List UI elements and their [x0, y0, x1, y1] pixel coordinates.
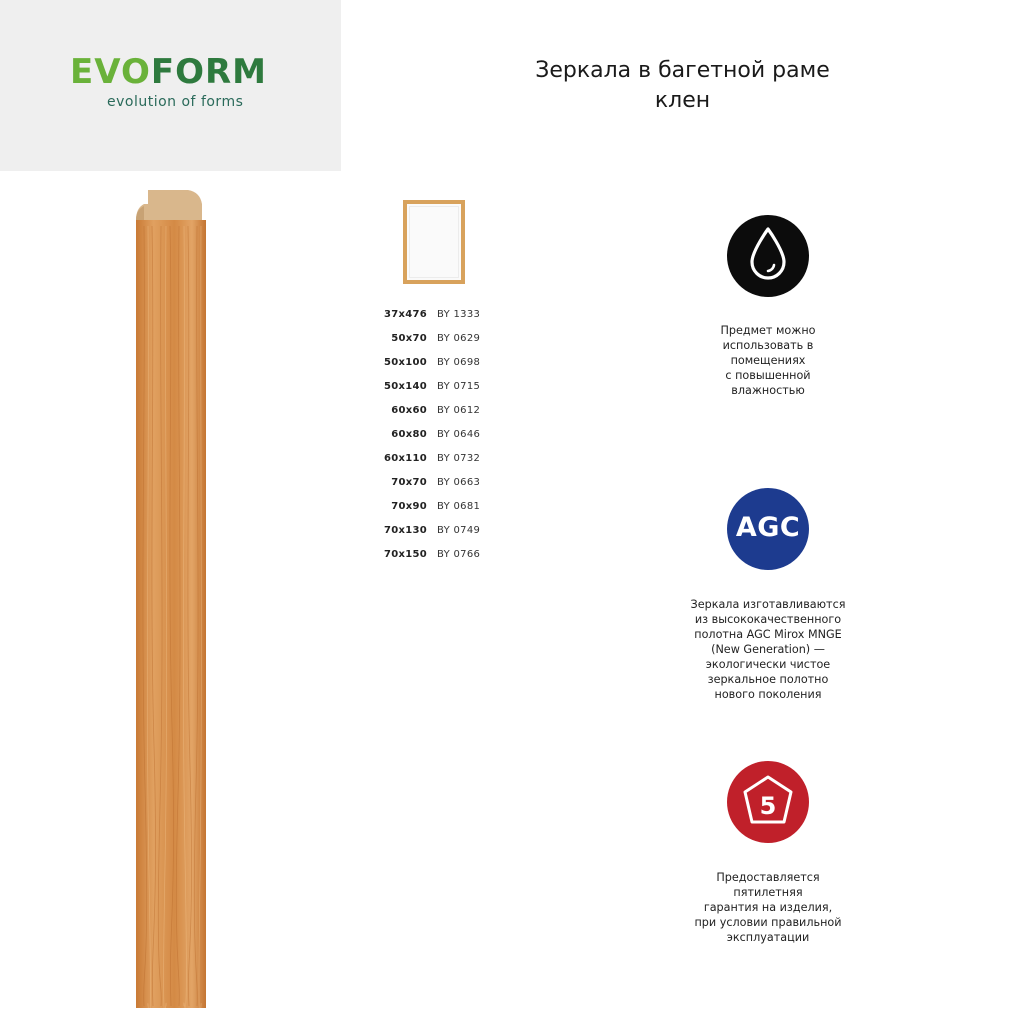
size-row: 70x150 BY 0766 — [383, 549, 481, 561]
humidity-feature-text: Предмет можно использовать в помещениях с повышенной влажностью — [720, 324, 816, 397]
size-row: 60x60 BY 0612 — [391, 404, 481, 416]
brand-tagline: evolution of forms — [107, 94, 244, 110]
size-row: 70x70 BY 0663 — [391, 477, 481, 489]
agc-feature-text: Зеркала изготавливаются из высококачественного полотна AGC Mirox MNGE (New Generation) — экологически чистое зеркальное полотно нового поколения — [690, 598, 846, 701]
page-title — [341, 56, 1024, 116]
size-row: 60x80 BY 0646 — [391, 429, 481, 441]
size-row: 70x90 BY 0681 — [391, 501, 481, 513]
size-row: 37x476 BY 1333 — [383, 308, 481, 320]
warranty-feature-text: Предоставляется пятилетняя гарантия на изделия, при условии правильной эксплуатации — [694, 871, 842, 944]
size-row: 50x100 BY 0698 — [383, 356, 481, 368]
size-row: 50x140 BY 0715 — [383, 380, 481, 392]
water-drop-icon — [727, 215, 809, 297]
title-line-2: клен — [654, 88, 711, 113]
size-row: 50x70 BY 0629 — [391, 332, 481, 344]
maple-moulding-sample-image — [130, 186, 210, 1008]
size-row: 60x110 BY 0732 — [383, 453, 481, 465]
size-list — [360, 302, 510, 567]
header-logo-panel — [0, 0, 341, 171]
agc-logo-icon: AGC — [727, 488, 809, 570]
brand-logo: EVOFORM — [70, 52, 268, 92]
title-line-1: Зеркала в багетной раме — [535, 58, 830, 83]
warranty-number: 5 — [759, 792, 777, 820]
five-year-warranty-icon — [727, 761, 809, 843]
size-row: 70x130 BY 0749 — [383, 525, 481, 537]
mirror-thumbnail — [403, 200, 465, 284]
